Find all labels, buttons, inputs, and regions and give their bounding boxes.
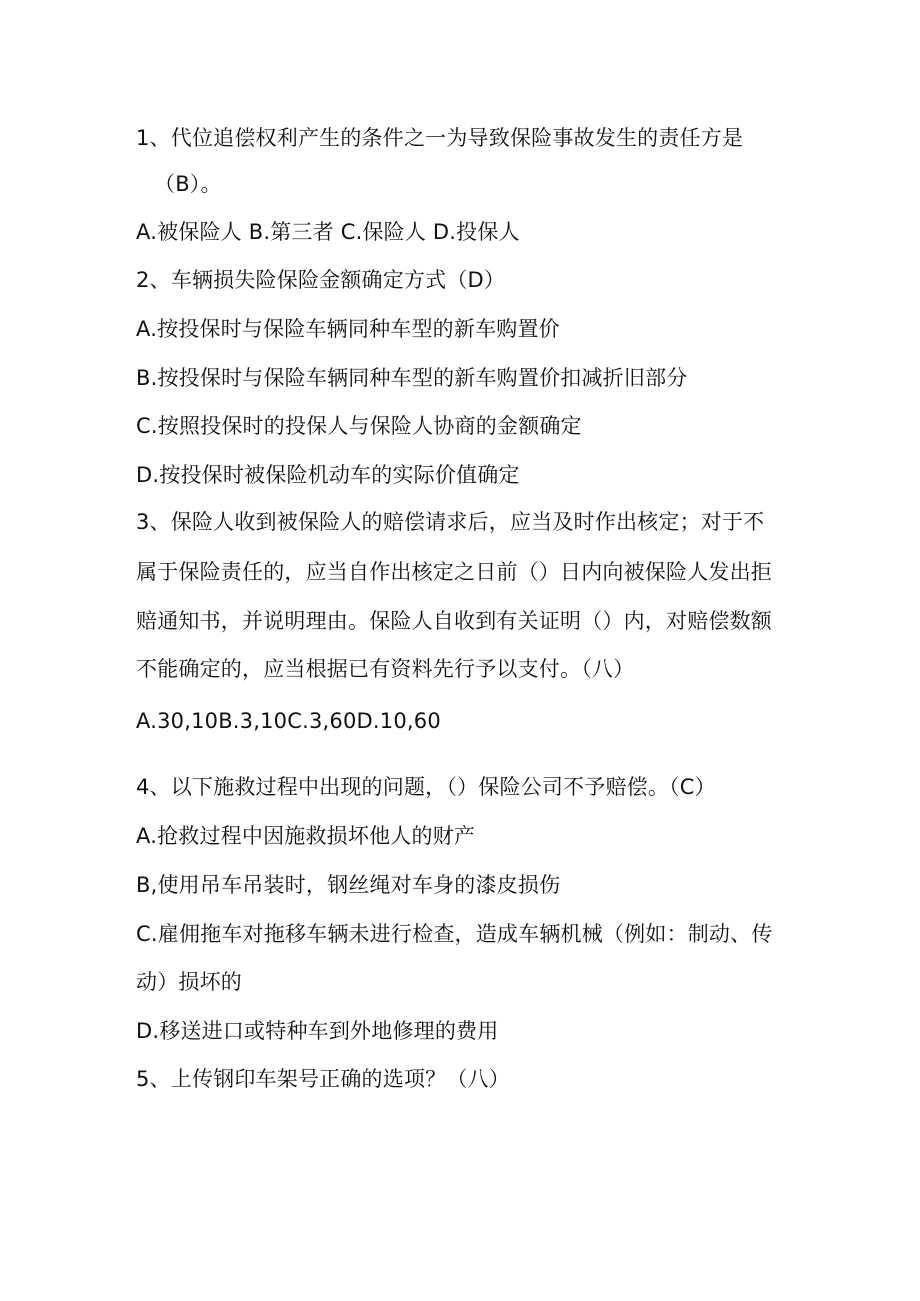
question-2-text: 2、车辆损失险保险金额确定方式（D）	[136, 268, 506, 292]
question-2-option-a: A.按投保时与保险车辆同种车型的新车购置价	[136, 317, 560, 341]
question-1-options: A.被保险人 B.第三者 C.保险人 D.投保人	[136, 220, 520, 244]
question-4-text: 4、以下施救过程中出现的问题，（）保险公司不予赔偿。（C）	[136, 775, 716, 799]
question-2-option-c: C.按照投保时的投保人与保险人协商的金额确定	[136, 414, 582, 438]
question-4-option-a: A.抢救过程中因施救损坏他人的财产	[136, 824, 476, 848]
question-3-options: A.30,10B.3,10C.3,60D.10,60	[136, 709, 441, 733]
question-3-line-4: 不能确定的，应当根据已有资料先行予以支付。（八）	[136, 657, 635, 681]
question-3-line-2: 属于保险责任的，应当自作出核定之日前（）日内向被保险人发出拒	[136, 560, 772, 584]
question-4-option-c-line-2: 动）损坏的	[136, 970, 242, 994]
question-4-option-c-line-1: C.雇佣拖车对拖移车辆未进行检查，造成车辆机械（例如：制动、传	[136, 922, 773, 946]
question-5-text: 5、上传钢印车架号正确的选项？（八）	[136, 1067, 510, 1091]
question-4-option-d: D.移送进口或特种车到外地修理的费用	[136, 1019, 499, 1043]
question-3-line-1: 3、保险人收到被保险人的赔偿请求后，应当及时作出核定；对于不	[136, 510, 765, 534]
question-2-option-d: D.按投保时被保险机动车的实际价值确定	[136, 463, 520, 487]
question-1-line-1: 1、代位追偿权利产生的条件之一为导致保险事故发生的责任方是	[136, 126, 744, 150]
question-3-line-3: 赔通知书，并说明理由。保险人自收到有关证明（）内，对赔偿数额	[136, 609, 772, 633]
question-4-option-b: B,使用吊车吊装时，钢丝绳对车身的漆皮损伤	[136, 873, 561, 897]
question-1-line-2: （B）。	[154, 172, 222, 196]
question-2-option-b: B.按投保时与保险车辆同种车型的新车购置价扣减折旧部分	[136, 366, 688, 390]
